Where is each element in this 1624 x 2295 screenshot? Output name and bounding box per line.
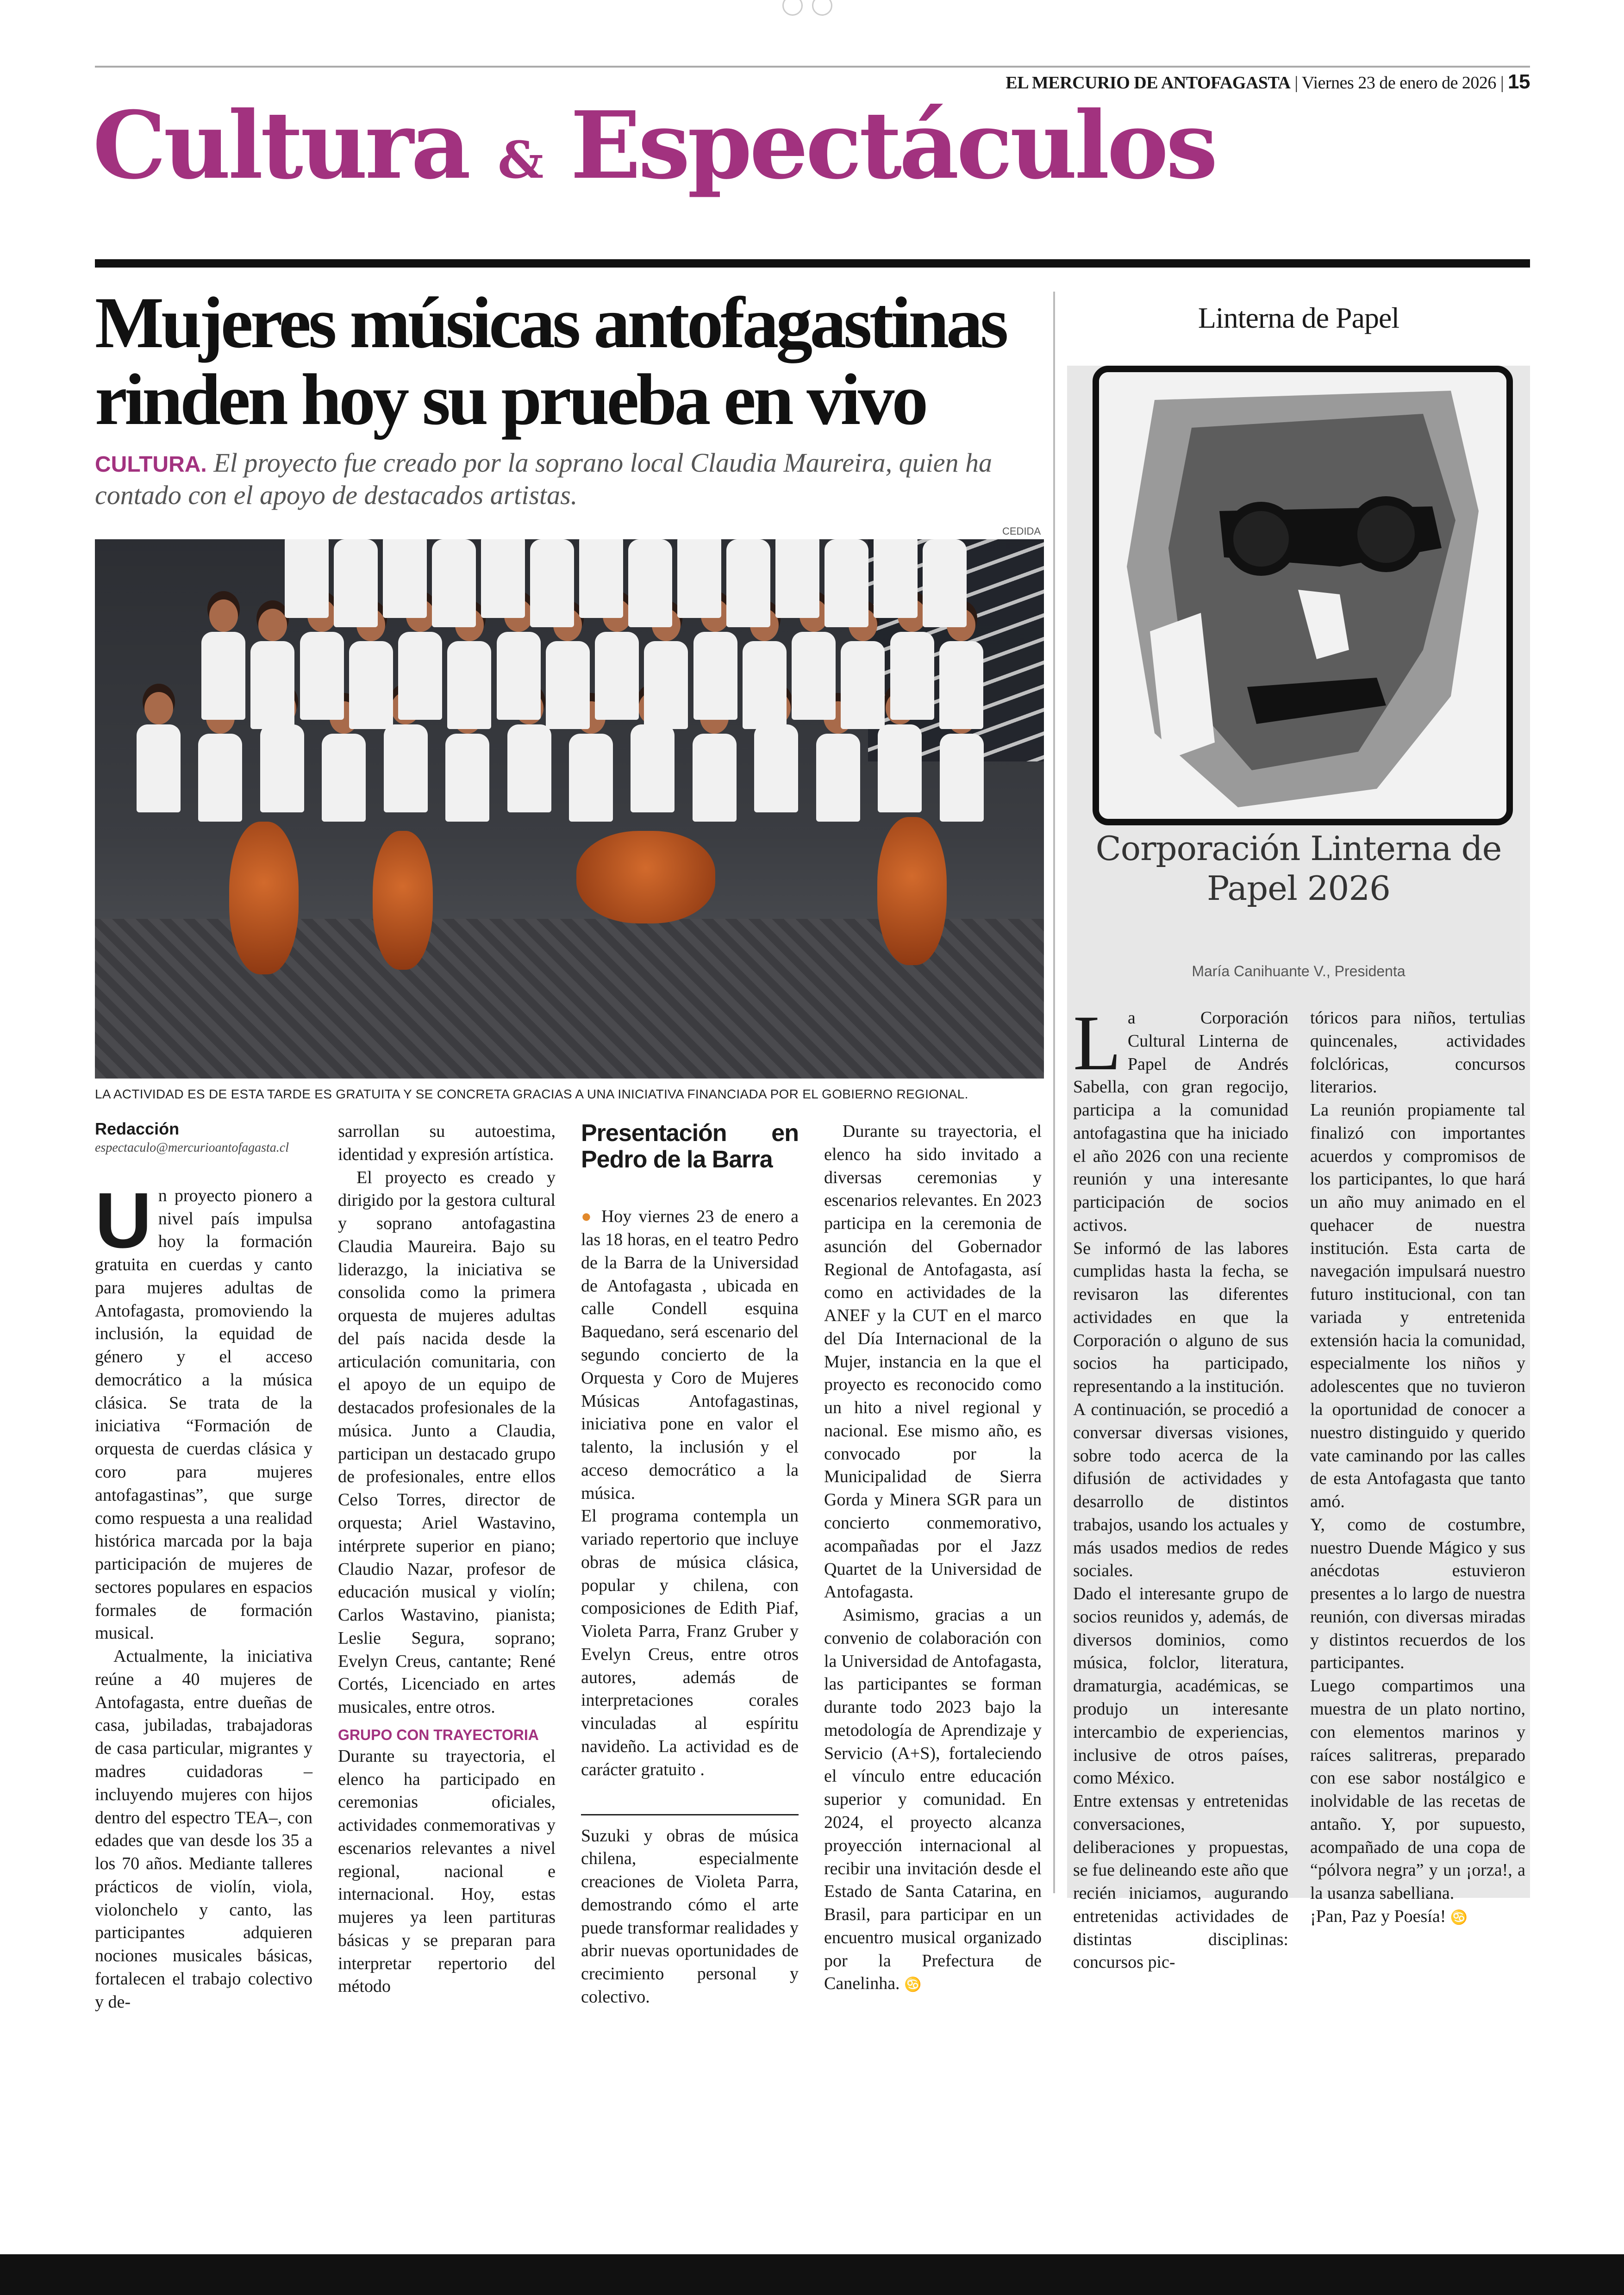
col2-paragraph-1: El proyecto es creado y dirigido por la gestora cultural y soprano antofagastina Claudia Maureira. Bajo su liderazgo, la iniciativa se consolida como la primera orquesta de mujeres adultas del país nacida desde la articulación comunitaria, con el apoyo de un equipo de destacados profesionales de la música. Junto a Claudia, participan un destacado grupo de profesionales, entre ellos Celso Torres, director de orquesta; Ariel Wastavino, intérprete superior en piano; Claudio Nazar, profesor de educación musical y violín; Carlos Wastavino, pianista; Leslie Segura, soprano; Evelyn Creus, cantante; René Cortés, Licenciado en artes musicales, entre otros. [338,1167,556,1717]
sidebar-paragraph-2: Se informó de las labores cumplidas hasta la fecha, se revisaron las diferentes actividades en que la Corporación o alguno de sus socios ha participado, representando a la institución. [1073,1238,1288,1397]
musician-figure [250,609,294,729]
sidebar-lead [1073,999,1288,1237]
musician-figure [530,539,574,627]
cello-figure [576,831,715,923]
article-column-4 [824,1120,1042,1996]
column-divider [1053,292,1055,1893]
sidebar-paragraph-9: Luego compartimos una muestra de un plato nortino, con elementos marinos y raíces salitreras, preparado con ese sabor nostálgico e inolvidable de las recetas de antaño. Y, por supuesto, acompañado de una copa de “pólvora negra” y un ¡orza!, a la usanza sabelliana. [1310,1676,1525,1903]
cello-figure [229,822,299,974]
musician-figure [775,539,819,618]
sidebar-paragraph-4: Dado el interesante grupo de socios reunidos y, además, de diversos dominios, como música, folclor, literatura, dramaturgia, académicas, se produjo un interesante intercambio de experiencias, inclusive de otros países, como México. [1073,1584,1288,1788]
musician-figure [432,539,476,627]
sidebar-dropcap: L [1073,999,1121,1086]
box-paragraph-2: El programa contempla un variado repertorio que incluye obras de música clásica, popular y chilena, con composiciones de Edith Piaf, Violeta Parra, Franz Gruber y Evelyn Creus, entre otros autores, además de interpretaciones corales vinculadas al espíritu navideño. La actividad es de carácter gratuito . [581,1506,799,1779]
article-kicker [95,447,1044,511]
next-page-dot[interactable] [812,0,832,16]
publication-name: EL MERCURIO DE ANTOFAGASTA [1006,73,1291,93]
author-portrait [1093,366,1513,825]
photo-caption: LA ACTIVIDAD ES DE ESTA TARDE ES GRATUITA Y SE CONCRETA GRACIAS A UNA INICIATIVA FINANCIADA POR EL GOBIERNO REGIONAL. [95,1087,968,1101]
section-title-amp: & [497,130,541,190]
sidebar-column-name-text: Linterna de Papel [1198,301,1399,334]
portrait-illustration [1099,372,1506,819]
page-nav-dots[interactable] [782,0,843,14]
orchestra-photo [95,539,1044,1079]
article-headline [95,282,1044,440]
musician-figure [201,599,245,720]
issue-date: Viernes 23 de enero de 2026 [1301,73,1496,93]
musician-figure [726,539,770,627]
sidebar-title: Corporación Linterna de Papel 2026 [1095,829,1502,908]
photo-credit: CEDIDA [1002,525,1041,537]
article-column-1 [95,1118,312,2014]
subhead-trayectoria: GRUPO CON TRAYECTORIA [338,1726,539,1743]
musician-figure [677,539,721,618]
page-number: 15 [1508,70,1530,93]
sidebar-author: María Canihuante V., Presidenta [1192,963,1405,979]
end-mark-icon: ♋ [904,1977,922,1993]
sidebar-paragraph-7: La reunión propiamente tal finalizó con importantes acuerdos y compromisos de los participantes, lo que hará un año muy animado en el quehacer de nuestra institución. Esta carta de navegación impulsará nuestro futuro institucional, con tan variada y entretenida extensión hacia la comunidad, especialmente los niños y adolescentes que no tuvieron la oportunidad de conocer a nuestro distinguido y querido vate caminando por las calles de esta Antofagasta que tanto amó. [1310,1100,1525,1512]
byline: Redacción [95,1119,180,1138]
musician-figure [137,692,181,812]
col4-paragraph-2 [824,1604,1042,1996]
headline-line-1: Mujeres músicas antofagastinas [95,282,1006,363]
sidebar-paragraph-8: Y, como de costumbre, nuestro Duende Mágico y sus anécdotas estuvieron presentes a lo largo de nuestra reunión, con diversas miradas y distintos recuerdos de los participantes. [1310,1515,1525,1673]
musician-figure [285,539,329,618]
sidebar-lead-text: a Corporación Cultural Linterna de Papel de Andrés Sabella, con gran regocijo, participa a la comunidad antofagastina que ha iniciado el año 2026 con una reciente reunión y una interesante participación de socios activos. [1073,1008,1288,1235]
musician-figure [923,539,967,627]
musician-figure [481,539,525,618]
musician-figure [334,539,378,627]
cello-figure [373,831,433,970]
section-title-part2: Espectáculos [570,91,1215,200]
bullet-icon: ● [581,1207,601,1227]
section-title-part1: Cultura [93,91,468,200]
section-title [93,91,1215,200]
sidebar-signoff [1310,1905,1525,1928]
col2-paragraph-0: sarrollan su autoestima, identidad y expresión artística. [338,1122,556,1164]
prev-page-dot[interactable] [782,0,803,16]
kicker-text: El proyecto fue creado por la soprano local Claudia Maureira, quien ha contado con el apoyo de destacados artistas. [95,448,993,510]
musician-figure [579,539,623,618]
orchestra-group [132,572,1002,1016]
section-rule [95,259,1530,268]
dropcap: U [95,1176,152,1265]
top-rule [95,66,1530,68]
sidebar-paragraph-5: Entre extensas y entretenidas conversaciones, deliberaciones y propuestas, se fue delineando este año que recién iniciamos, augurando entretenidas actividades de distintas disciplinas: concursos pic- [1073,1791,1288,1972]
sidebar-column-a [1073,999,1288,1974]
box-headline: Presentación en Pedro de la Barra [581,1120,799,1173]
col4-paragraph-1: Durante su trayectoria, el elenco ha sido invitado a diversas ceremonias y escenarios relevantes. En 2023 participa en la ceremonia de asunción del Gobernador Regional de Antofagasta, así como en actividades de la ANEF y la CUT en el marco del Día Internacional de la Mujer, instancia en la que el proyecto es reconocido como un hito a nivel regional y nacional. Ese mismo año, es convocado por la Municipalidad de Sierra Gorda y Minera SGR para un concierto conmemorativo, acompañadas por el Jazz Quartet de la Universidad de Antofagasta. [824,1122,1042,1602]
author-email[interactable]: espectaculo@mercurioantofagasta.cl [95,1141,289,1155]
musician-figure [628,539,672,627]
cello-figure [877,817,947,965]
sidebar-column-b [1310,1007,1525,1928]
col4-text-2: Asimismo, gracias a un convenio de colaboración con la Universidad de Antofagasta, las participantes se forman durante todo 2023 bajo la metodología de Aprendizaje y Servicio (A+S), fortaleciendo el vínculo entre educación superior y comunidad. En 2024, el proyecto alcanza proyección internacional al recibir una invitación desde el Estado de Santa Catarina, en Brasil, para participar en un encuentro musical organizado por la Prefectura de Canelinha. [824,1605,1042,1994]
sidebar-end-mark-icon: ♋ [1450,1909,1468,1925]
headline-line-2: rinden hoy su prueba en vivo [95,359,926,440]
box-paragraph-1 [581,1205,799,1505]
musician-figure [824,539,868,627]
masthead: EL MERCURIO DE ANTOFAGASTA | Viernes 23 de enero de 2026 | 15 [1006,70,1530,93]
box-text-1: Hoy viernes 23 de enero a las 18 horas, en el teatro Pedro de la Barra de la Universidad de Antofagasta , ubicada en calle Condell esquina Baquedano, será escenario del segundo concierto de la Orquesta y Coro de Mujeres Músicas Antofagastinas, iniciativa pone en valor el talento, la inclusión y el acceso democrático a la música. [581,1207,799,1503]
article-column-2 [338,1120,556,1998]
kicker-label: CULTURA. [95,452,207,477]
lead-text: n proyecto pionero a nivel país impulsa hoy la formación gratuita en cuerdas y canto para mujeres adultas de Antofagasta, promoviendo la inclusión, la equidad de género y el acceso democrático a la música clásica. Se trata de la iniciativa “Formación de orquesta de cuerdas clásica y coro para mujeres antofagastinas”, que surge como respuesta a una realidad histórica marcada por la baja participación de mujeres de sectores populares en espacios formales de formación musical. [95,1185,312,1643]
musician-figure [383,539,427,618]
col3-paragraph: Suzuki y obras de música chilena, especialmente creaciones de Violeta Parra, demostrando cómo el arte puede transformar realidades y abrir nuevas oportunidades de crecimiento personal y colectivo. [581,1826,799,2007]
col2-paragraph-2: Durante su trayectoria, el elenco ha participado en ceremonias oficiales, actividades conmemorativas y escenarios relevantes a nivel regional, nacional e internacional. Hoy, estas mujeres ya leen partituras básicas y se preparan para interpretar repertorio del método [338,1746,556,1996]
sidebar-paragraph-3: A continuación, se procedió a conversar diversas visiones, sobre todo acerca de la difusión de actividades y desarrollo de distintos trabajos, usando los actuales y más usados medios de redes sociales. [1073,1400,1288,1581]
sidebar-column-name [1067,301,1530,335]
box-rule [581,1782,799,1815]
sidebar-paragraph-6: tóricos para niños, tertulias quincenales, actividades folclóricas, concursos literarios. [1310,1008,1525,1097]
article-column-3 [581,1120,799,2009]
col1-paragraph-2: Actualmente, la iniciativa reúne a 40 mujeres de Antofagasta, entre dueñas de casa, jubiladas, trabajadoras de casa particular, migrantes y madres cuidadoras –incluyendo mujeres con hijos dentro del espectro TEA–, con edades que van desde los 35 a los 70 años. Mediante talleres prácticos de violín, viola, violonchelo y canto, las participantes adquieren nociones musicales básicas, fortalecen el trabajo colectivo y de- [95,1646,312,2012]
bottom-bar [0,2254,1624,2295]
lead-paragraph [95,1176,312,1645]
sidebar-signoff-text: ¡Pan, Paz y Poesía! [1310,1906,1446,1926]
musician-figure [874,539,918,618]
